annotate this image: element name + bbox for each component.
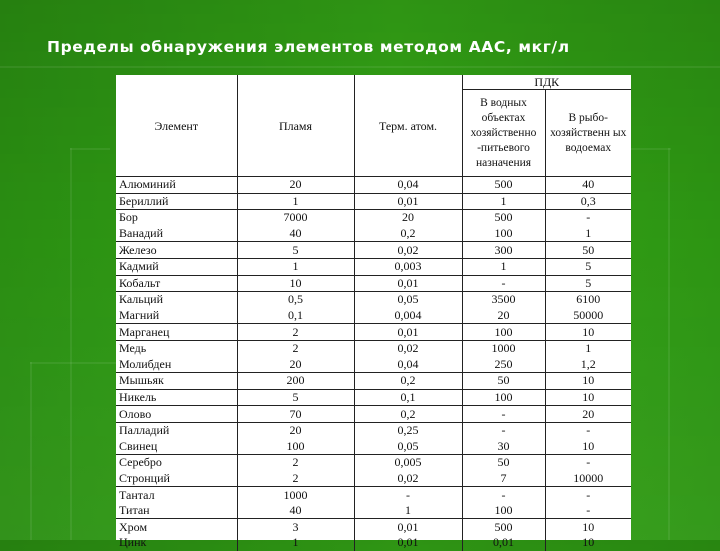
pdk-water-cell: -	[462, 422, 545, 438]
element-cell: Кальций	[119, 292, 164, 307]
term-cell: 0,01	[354, 535, 462, 551]
element-cell: Магний	[119, 308, 160, 323]
table-row	[116, 226, 631, 242]
table-row	[116, 503, 631, 519]
element-cell: Бор	[119, 210, 138, 225]
pdk-fish-cell: 10	[545, 373, 631, 390]
term-cell: 0,01	[354, 275, 462, 292]
element-cell: Стронций	[119, 470, 170, 485]
term-cell: 0,01	[354, 519, 462, 535]
table-row	[116, 193, 631, 210]
pdk-water-cell: 500	[462, 210, 545, 226]
pdk-water-cell: 50	[462, 373, 545, 390]
flame-cell: 7000	[237, 210, 354, 226]
pdk-water-cell: -	[462, 406, 545, 423]
pdk-water-cell: 100	[462, 503, 545, 519]
element-cell: Марганец	[119, 324, 170, 339]
table-row	[116, 439, 631, 455]
element-cell: Титан	[119, 503, 150, 518]
term-cell: 1	[354, 503, 462, 519]
header-pdk-fish: В рыбо-хозяйственн ых водоемах	[545, 90, 631, 177]
flame-cell: 20	[237, 422, 354, 438]
element-cell: Кадмий	[119, 259, 159, 274]
pdk-fish-cell: 50	[545, 242, 631, 259]
flame-cell: 20	[237, 357, 354, 373]
pdk-fish-cell: -	[545, 422, 631, 438]
table-sheet	[116, 75, 631, 550]
term-cell: 0,2	[354, 226, 462, 242]
pdk-water-cell: 50	[462, 455, 545, 471]
pdk-fish-cell: 10	[545, 324, 631, 341]
flame-cell: 0,5	[237, 292, 354, 308]
pdk-fish-cell: 1	[545, 340, 631, 356]
element-cell: Свинец	[119, 438, 158, 453]
flame-cell: 1	[237, 258, 354, 275]
term-cell: 0,04	[354, 177, 462, 194]
pdk-water-cell: 20	[462, 308, 545, 324]
pdk-fish-cell: 1	[545, 226, 631, 242]
flame-cell: 0,1	[237, 308, 354, 324]
flame-cell: 1	[237, 193, 354, 210]
pdk-fish-cell: 10	[545, 439, 631, 455]
term-cell: 0,02	[354, 242, 462, 259]
term-cell: 0,004	[354, 308, 462, 324]
term-cell: 0,02	[354, 471, 462, 487]
background-line	[0, 66, 720, 68]
pdk-water-cell: 7	[462, 471, 545, 487]
pdk-water-cell: 500	[462, 177, 545, 194]
pdk-fish-cell: 6100	[545, 292, 631, 308]
pdk-water-cell: -	[462, 487, 545, 503]
term-cell: 0,25	[354, 422, 462, 438]
element-cell: Ванадий	[119, 226, 164, 241]
pdk-water-cell: 30	[462, 439, 545, 455]
element-cell: Алюминий	[119, 177, 176, 192]
flame-cell: 70	[237, 406, 354, 423]
element-cell: Молибден	[119, 356, 172, 371]
pdk-fish-cell: 5	[545, 275, 631, 292]
pdk-fish-cell: 10	[545, 535, 631, 551]
pdk-water-cell: 0,01	[462, 535, 545, 551]
header-element: Элемент	[154, 118, 199, 133]
background-line	[70, 148, 72, 540]
pdk-water-cell: 500	[462, 519, 545, 535]
pdk-fish-cell: 10000	[545, 471, 631, 487]
flame-cell: 40	[237, 503, 354, 519]
term-cell: 0,04	[354, 357, 462, 373]
element-cell: Олово	[119, 406, 152, 421]
table-row	[116, 308, 631, 324]
element-cell: Тантал	[119, 487, 155, 502]
table-row	[116, 471, 631, 487]
flame-cell: 1	[237, 535, 354, 551]
background-line	[30, 362, 32, 540]
background-line	[70, 148, 110, 150]
table-row	[116, 324, 631, 341]
term-cell: 20	[354, 210, 462, 226]
pdk-fish-cell: 10	[545, 389, 631, 406]
table-row	[116, 275, 631, 292]
flame-cell: 200	[237, 373, 354, 390]
pdk-fish-cell: 1,2	[545, 357, 631, 373]
table-row	[116, 519, 631, 535]
flame-cell: 40	[237, 226, 354, 242]
term-cell: 0,1	[354, 389, 462, 406]
pdk-water-cell: 1	[462, 258, 545, 275]
pdk-fish-cell: 0,3	[545, 193, 631, 210]
pdk-fish-cell: -	[545, 210, 631, 226]
pdk-water-cell: -	[462, 275, 545, 292]
term-cell: 0,05	[354, 439, 462, 455]
element-cell: Хром	[119, 519, 148, 534]
flame-cell: 5	[237, 389, 354, 406]
flame-cell: 2	[237, 455, 354, 471]
term-cell: 0,02	[354, 340, 462, 356]
element-cell: Медь	[119, 341, 147, 356]
table-row	[116, 373, 631, 390]
element-cell: Железо	[119, 242, 157, 257]
term-cell: 0,01	[354, 324, 462, 341]
pdk-water-cell: 1000	[462, 340, 545, 356]
pdk-fish-cell: 20	[545, 406, 631, 423]
element-cell: Бериллий	[119, 193, 169, 208]
header-term: Терм. атом.	[354, 75, 462, 177]
table-row	[116, 535, 631, 551]
pdk-fish-cell: -	[545, 455, 631, 471]
pdk-water-cell: 3500	[462, 292, 545, 308]
background-line	[668, 148, 670, 540]
table-row	[116, 455, 631, 471]
term-cell: 0,2	[354, 406, 462, 423]
element-cell: Цинк	[119, 535, 147, 550]
flame-cell: 2	[237, 471, 354, 487]
pdk-water-cell: 100	[462, 324, 545, 341]
term-cell: 0,005	[354, 455, 462, 471]
term-cell: 0,05	[354, 292, 462, 308]
flame-cell: 20	[237, 177, 354, 194]
header-flame: Пламя	[237, 75, 354, 177]
table-row	[116, 487, 631, 503]
detection-limits-table	[116, 75, 631, 551]
background-line	[30, 362, 116, 364]
table-row	[116, 357, 631, 373]
pdk-water-cell: 100	[462, 389, 545, 406]
table-row	[116, 242, 631, 259]
table-row	[116, 210, 631, 226]
term-cell: 0,003	[354, 258, 462, 275]
pdk-fish-cell: 5	[545, 258, 631, 275]
table-row	[116, 258, 631, 275]
element-cell: Никель	[119, 390, 157, 405]
pdk-water-cell: 250	[462, 357, 545, 373]
flame-cell: 2	[237, 340, 354, 356]
header-pdk-water: В водных объектах хозяйственно -питьевого назначения	[462, 90, 545, 177]
table-row	[116, 422, 631, 438]
table-row	[116, 406, 631, 423]
pdk-fish-cell: -	[545, 487, 631, 503]
table-row	[116, 292, 631, 308]
table-row	[116, 340, 631, 356]
pdk-water-cell: 1	[462, 193, 545, 210]
pdk-fish-cell: -	[545, 503, 631, 519]
element-cell: Серебро	[119, 455, 162, 470]
term-cell: -	[354, 487, 462, 503]
table-row	[116, 389, 631, 406]
pdk-fish-cell: 10	[545, 519, 631, 535]
flame-cell: 5	[237, 242, 354, 259]
background-line	[631, 148, 671, 150]
term-cell: 0,2	[354, 373, 462, 390]
pdk-water-cell: 300	[462, 242, 545, 259]
flame-cell: 100	[237, 439, 354, 455]
table-row	[116, 177, 631, 194]
flame-cell: 10	[237, 275, 354, 292]
pdk-water-cell: 100	[462, 226, 545, 242]
slide-title: Пределы обнаружения элементов методом ААС, мкг/л	[47, 38, 570, 56]
header-pdk: ПДК	[462, 75, 631, 90]
pdk-fish-cell: 40	[545, 177, 631, 194]
element-cell: Палладий	[119, 423, 170, 438]
flame-cell: 3	[237, 519, 354, 535]
element-cell: Кобальт	[119, 275, 161, 290]
pdk-fish-cell: 50000	[545, 308, 631, 324]
term-cell: 0,01	[354, 193, 462, 210]
element-cell: Мышьяк	[119, 373, 164, 388]
flame-cell: 2	[237, 324, 354, 341]
flame-cell: 1000	[237, 487, 354, 503]
